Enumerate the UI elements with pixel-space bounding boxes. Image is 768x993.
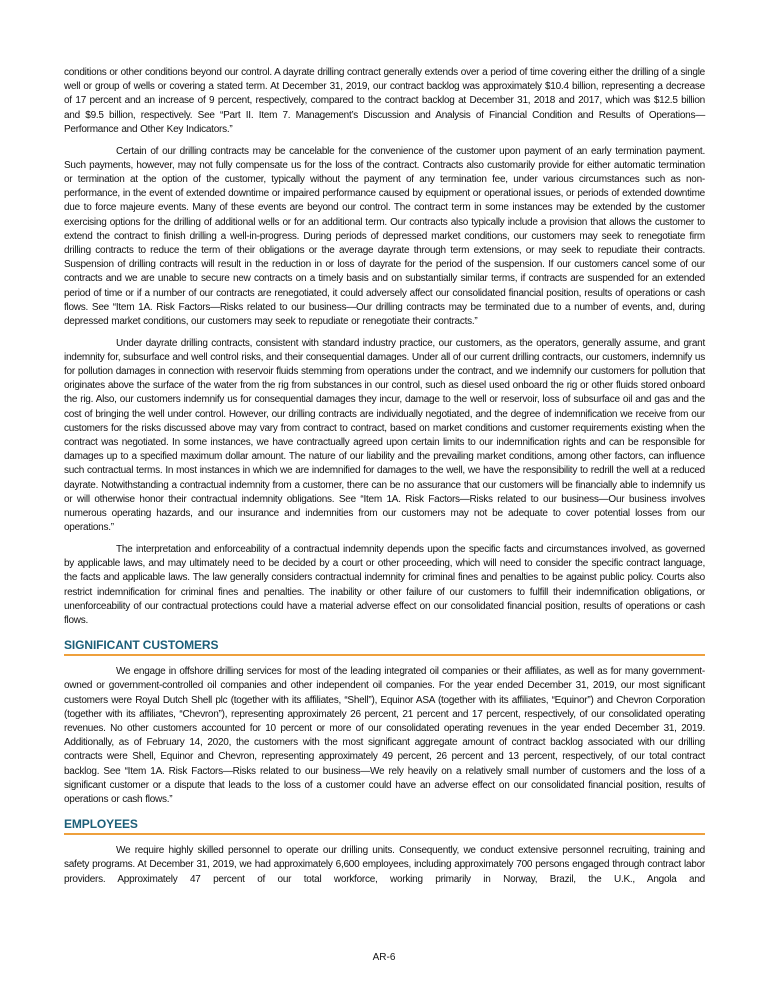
paragraph-indemnity: Under dayrate drilling contracts, consistent with standard industry practice, our customers, as the operators, generally assume, and grant indemnity for, subsurface and well control risks, and their consequential damages. Under all of our current drilling contracts, our customers, indemnify us for pollution damages in connection with reservoir fluids stemming from operations under the contract, and we indemnify our customers for pollution that originates above the surface of the water from the rig from substances in our control, such as diesel used onboard the rig or other fluids stored onboard the rig. Also, our customers indemnify us for consequential damages they incur, damage to the well or reservoir, loss of subsurface oil and gas and the cost of bringing the well under control. However, our drilling contracts are individually negotiated, and the degree of indemnification we receive from our customers for the risks discussed above may vary from contract to contract, based on market conditions and customer requirements existing when the contract was negotiated. In some instances, we have contractually agreed upon certain limits to our indemnification rights and can be responsible for damages up to a specified maximum dollar amount. The nature of our liability and the prevailing market conditions, among other factors, can influence such contractual terms. In most instances in which we are indemnified for damages to the well, we have the responsibility to redrill the well at a reduced dayrate. Notwithstanding a contractual indemnity from a customer, there can be no assurance that our customers will be financially able to indemnify us or will otherwise honor their contractual indemnity obligations. See “Item 1A. Risk Factors—Risks related to our business—Our business involves numerous operating hazards, and our insurance and indemnities from our customers may not be adequate to cover potential losses from our operations.”: [64, 337, 705, 534]
document-page: [64, 66, 705, 894]
section-heading-significant-customers: SIGNIFICANT CUSTOMERS: [64, 638, 705, 656]
page-number: AR-6: [372, 952, 396, 963]
paragraph-indemnity-enforceability: The interpretation and enforceability of a contractual indemnity depends upon the specific facts and circumstances involved, as governed by applicable laws, and may ultimately need to be decided by a court or other proceeding, which will need to consider the specific contract language, the facts and applicable laws. The law generally considers contractual indemnity for criminal fines and penalties to be against public policy. Courts also restrict indemnification for criminal fines and penalties. The inability or other failure of our customers to fulfill their indemnification obligations, or unenforceability of our contractual protections could have a material adverse effect on our consolidated financial position, results of operations or cash flows.: [64, 544, 705, 627]
paragraph-significant-customers: We engage in offshore drilling services for most of the leading integrated oil companies or their affiliates, as well as for many government-owned or government-controlled oil companies and other independent oil companies. For the year ended December 31, 2019, our most significant customers were Royal Dutch Shell plc (together with its affiliates, “Shell”), Equinor ASA (together with its affiliates, “Equinor”) and Chevron Corporation (together with its affiliates, “Chevron”), representing approximately 26 percent, 21 percent and 17 percent, respectively, of our consolidated operating revenues. No other customers accounted for 10 percent or more of our consolidated operating revenues in the year ended December 31, 2019. Additionally, as of February 14, 2020, the customers with the most significant aggregate amount of contract backlog associated with our drilling contracts were Shell, Equinor and Chevron, representing approximately 49 percent, 26 percent and 13 percent, respectively, of our total contract backlog. See “Item 1A. Risk Factors—Risks related to our business—We rely heavily on a relatively small number of customers and the loss of a significant customer or a dispute that leads to the loss of a customer could have an adverse effect on our consolidated financial position, results of operations or cash flows.”: [64, 666, 705, 806]
paragraph-contract-cancellation: Certain of our drilling contracts may be cancelable for the convenience of the customer upon payment of an early termination payment. Such payments, however, may not fully compensate us for the loss of the contract. Contracts also customarily provide for either automatic termination or termination at the option of the customer, typically without the payment of any termination fee, under various circumstances such as non-performance, in the event of extended downtime or impaired performance caused by equipment or operational issues, or periods of extended downtime due to force majeure events. Many of these events are beyond our control. The contract term in some instances may be extended by the customer exercising options for the drilling of additional wells or for an additional term. Our contracts also typically include a provision that allows the customer to extend the contract to finish drilling a well-in-progress. During periods of depressed market conditions, our customers may seek to renegotiate firm drilling contracts to reduce the term of their obligations or the average dayrate through term extensions, or may seek to repudiate their contracts. Suspension of drilling contracts will result in the reduction in or loss of dayrate for the period of the suspension. If our customers cancel some of our contracts and we are unable to secure new contracts on a timely basis and on substantially similar terms, if contracts are suspended for an extended period of time or if a number of our contracts are renegotiated, it could adversely affect our consolidated financial position, results of operations or cash flows. See “Item 1A. Risk Factors—Risks related to our business—Our drilling contracts may be terminated due to a number of events, and, during depressed market conditions, our customers may seek to repudiate or renegotiate their contracts.”: [64, 145, 705, 327]
paragraph-contract-backlog: conditions or other conditions beyond our control. A dayrate drilling contract generally extends over a period of time covering either the drilling of a single well or group of wells or covering a stated term. At December 31, 2019, our contract backlog was approximately $10.4 billion, representing a decrease of 17 percent and an increase of 9 percent, respectively, compared to the contract backlog at December 31, 2018 and 2017, which was $12.5 billion and $9.5 billion, respectively. See “Part II. Item 7. Management’s Discussion and Analysis of Financial Condition and Results of Operations—Performance and Other Key Indicators.”: [64, 67, 705, 135]
section-heading-employees: EMPLOYEES: [64, 817, 705, 835]
paragraph-employees: We require highly skilled personnel to operate our drilling units. Consequently, we conduct extensive personnel recruiting, training and safety programs. At December 31, 2019, we had approximately 6,600 employees, including approximately 700 persons engaged through contract labor providers. Approximately 47 percent of our total workforce, working primarily in Norway, Brazil, the U.K., Angola and: [64, 845, 705, 885]
